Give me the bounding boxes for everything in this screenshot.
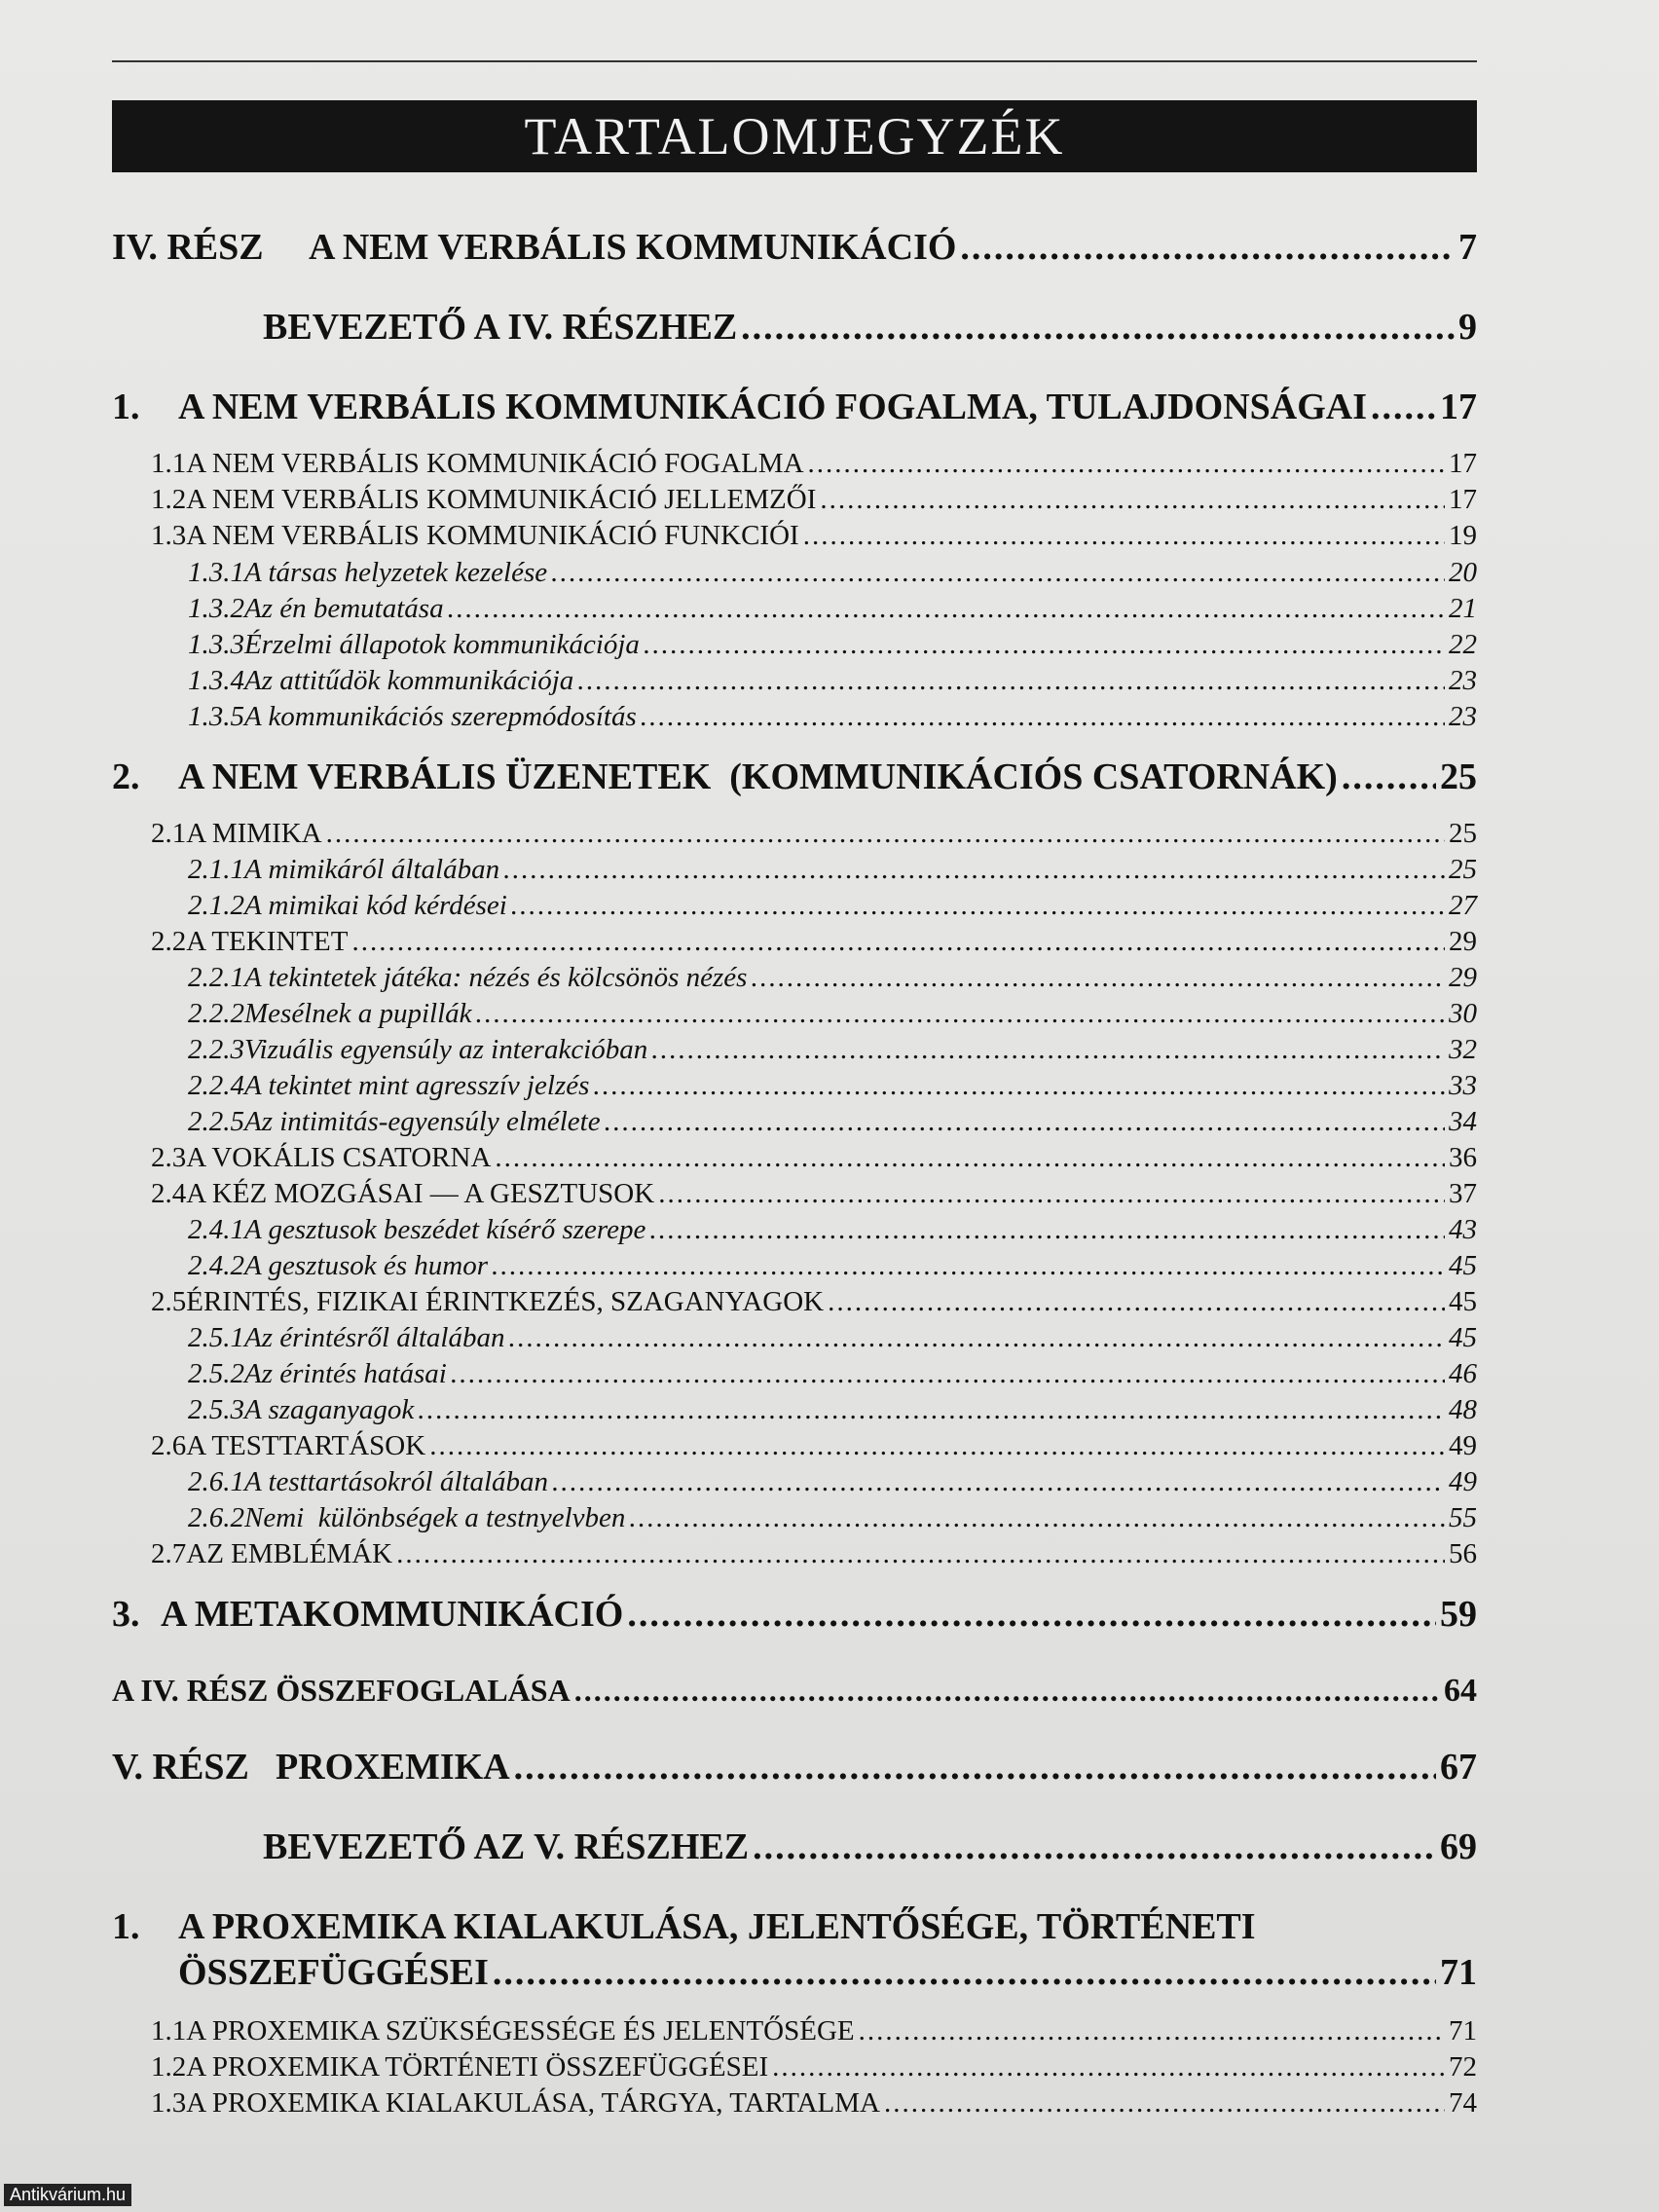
- entry-title: A társas helyzetek kezelése: [244, 557, 548, 588]
- entry-number: 2.4.1: [188, 1214, 244, 1245]
- entry-page: 45: [1449, 1322, 1477, 1353]
- toc-entry: [188, 557, 1477, 589]
- leader-dots: [772, 2051, 1445, 2083]
- toc-entry: [151, 520, 1477, 552]
- leader-dots: [1371, 386, 1436, 428]
- toc-entry: [188, 1358, 1477, 1390]
- entry-page: 20: [1449, 557, 1477, 588]
- leader-dots: [551, 557, 1445, 589]
- entry-title: A METAKOMMUNIKÁCIÓ: [161, 1594, 624, 1635]
- entry-page: 37: [1449, 1178, 1477, 1209]
- page-title: TARTALOMJEGYZÉK: [524, 107, 1065, 166]
- entry-number: 2.2.4: [188, 1070, 244, 1101]
- entry-page: 17: [1449, 484, 1477, 515]
- entry-page: 9: [1458, 307, 1477, 348]
- entry-title: A tekintet mint agresszív jelzés: [244, 1070, 590, 1101]
- entry-page: 25: [1449, 818, 1477, 849]
- entry-title: BEVEZETŐ A IV. RÉSZHEZ: [263, 307, 738, 348]
- toc-entry: [112, 756, 1477, 798]
- entry-page: 22: [1449, 629, 1477, 660]
- entry-page: 29: [1449, 962, 1477, 993]
- entry-number: 2.6.1: [188, 1466, 244, 1497]
- entry-page: 72: [1449, 2051, 1477, 2083]
- entry-title: A NEM VERBÁLIS KOMMUNIKÁCIÓ FOGALMA, TULAJDONSÁGAI: [178, 387, 1368, 427]
- toc-entry: [151, 484, 1477, 516]
- leader-dots: [495, 1142, 1445, 1174]
- toc-entry: [188, 1250, 1477, 1282]
- toc-entry: [188, 1394, 1477, 1426]
- toc-entry: [188, 854, 1477, 886]
- entry-number: 1.3.1: [188, 557, 244, 588]
- entry-number: 1.3.2: [188, 593, 244, 624]
- entry-title: A tekintetek játéka: nézés és kölcsönös nézés: [244, 962, 748, 993]
- entry-title: A kommunikációs szerepmódosítás: [244, 701, 637, 732]
- entry-page: 48: [1449, 1394, 1477, 1425]
- toc-entry: [188, 1502, 1477, 1534]
- leader-dots: [593, 1070, 1445, 1102]
- toc-entry: [112, 1746, 1477, 1788]
- entry-number: 2.1.2: [188, 890, 244, 921]
- leader-dots: [960, 226, 1455, 269]
- entry-number: 2.7: [151, 1538, 187, 1569]
- leader-dots: [803, 520, 1445, 552]
- entry-number: 3.: [112, 1594, 140, 1635]
- toc-entry: [151, 1178, 1477, 1210]
- entry-page: 46: [1449, 1358, 1477, 1389]
- entry-number: 2.6.2: [188, 1502, 244, 1533]
- toc-entry: [188, 629, 1477, 661]
- leader-dots: [508, 1322, 1445, 1354]
- toc-entry: [112, 1905, 1477, 1948]
- entry-title: A TESTTARTÁSOK: [186, 1430, 426, 1461]
- entry-page: 32: [1449, 1034, 1477, 1065]
- entry-title: Érzelmi állapotok kommunikációja: [244, 629, 640, 660]
- leader-dots: [751, 962, 1445, 994]
- entry-number: 2.5.2: [188, 1358, 244, 1389]
- toc-entry: [188, 701, 1477, 733]
- toc-entry: [188, 890, 1477, 922]
- toc-entry: [151, 1538, 1477, 1570]
- leader-dots: [627, 1593, 1436, 1636]
- leader-dots: [418, 1394, 1445, 1426]
- entry-title: A TEKINTET: [186, 926, 349, 957]
- toc-entry: [178, 1951, 1477, 1994]
- entry-page: 25: [1440, 756, 1477, 797]
- entry-page: 19: [1449, 520, 1477, 551]
- entry-number: 2.3: [151, 1142, 187, 1173]
- entry-title: A szaganyagok: [244, 1394, 415, 1425]
- leader-dots: [492, 1250, 1445, 1282]
- toc-entry: [151, 1430, 1477, 1462]
- toc-entry: [151, 2015, 1477, 2047]
- entry-title: Az intimitás-egyensúly elmélete: [244, 1106, 601, 1137]
- entry-title: BEVEZETŐ AZ V. RÉSZHEZ: [263, 1826, 750, 1867]
- entry-title: A VOKÁLIS CSATORNA: [186, 1142, 492, 1173]
- leader-dots: [552, 1466, 1445, 1498]
- entry-page: 67: [1440, 1747, 1477, 1788]
- entry-number: 2.1: [151, 818, 187, 849]
- entry-page: 56: [1449, 1538, 1477, 1569]
- entry-title: A NEM VERBÁLIS ÜZENETEK (KOMMUNIKÁCIÓS CSATORNÁK): [178, 756, 1338, 797]
- entry-title: A IV. RÉSZ ÖSSZEFOGLALÁSA: [112, 1673, 571, 1708]
- entry-page: 23: [1449, 665, 1477, 696]
- entry-page: 49: [1449, 1466, 1477, 1497]
- entry-page: 49: [1449, 1430, 1477, 1461]
- entry-number: V. RÉSZ: [112, 1747, 249, 1788]
- entry-title: A PROXEMIKA KIALAKULÁSA, TÁRGYA, TARTALMA: [186, 2087, 880, 2119]
- toc-entry: [263, 306, 1477, 349]
- entry-page: 17: [1449, 448, 1477, 479]
- entry-page: 23: [1449, 701, 1477, 732]
- entry-title: A PROXEMIKA TÖRTÉNETI ÖSSZEFÜGGÉSEI: [186, 2051, 769, 2083]
- entry-title: Az érintésről általában: [244, 1322, 505, 1353]
- leader-dots: [514, 1746, 1436, 1788]
- entry-title: A testtartásokról általában: [244, 1466, 549, 1497]
- toc-entry: [188, 1034, 1477, 1066]
- leader-dots: [493, 1951, 1436, 1994]
- toc-entry: [151, 2051, 1477, 2083]
- entry-number: 2.2.2: [188, 998, 244, 1029]
- entry-title: A mimikai kód kérdései: [244, 890, 507, 921]
- leader-dots: [1342, 756, 1436, 798]
- leader-dots: [808, 448, 1445, 480]
- entry-title: A mimikáról általában: [244, 854, 500, 885]
- entry-page: 71: [1449, 2015, 1477, 2046]
- leader-dots: [884, 2087, 1445, 2120]
- entry-page: 33: [1449, 1070, 1477, 1101]
- entry-number: 2.5.1: [188, 1322, 244, 1353]
- entry-page: 71: [1440, 1952, 1477, 1993]
- entry-page: 45: [1449, 1286, 1477, 1317]
- entry-number: 1.3: [151, 520, 187, 551]
- leader-dots: [658, 1178, 1445, 1210]
- entry-number: 2.2.5: [188, 1106, 244, 1137]
- entry-title: A PROXEMIKA SZÜKSÉGESSÉGE ÉS JELENTŐSÉGE: [186, 2015, 855, 2046]
- entry-number: 2.4.2: [188, 1250, 244, 1281]
- entry-number: 1.: [112, 1906, 140, 1947]
- leader-dots: [503, 854, 1445, 886]
- leader-dots: [451, 1358, 1445, 1390]
- entry-page: 64: [1444, 1673, 1477, 1709]
- entry-number: 2.: [112, 756, 140, 797]
- entry-number: 1.3.3: [188, 629, 244, 660]
- entry-title: A KÉZ MOZGÁSAI — A GESZTUSOK: [186, 1178, 655, 1209]
- leader-dots: [828, 1286, 1445, 1318]
- entry-page: 69: [1440, 1826, 1477, 1867]
- entry-number: 2.2.3: [188, 1034, 244, 1065]
- entry-page: 59: [1440, 1594, 1477, 1635]
- entry-page: 27: [1449, 890, 1477, 921]
- toc-entry: [188, 665, 1477, 697]
- leader-dots: [859, 2015, 1445, 2047]
- entry-title: A NEM VERBÁLIS KOMMUNIKÁCIÓ FOGALMA: [186, 448, 804, 479]
- leader-dots: [326, 818, 1445, 850]
- entry-page: 30: [1449, 998, 1477, 1029]
- leader-dots: [396, 1538, 1445, 1570]
- entry-number: 2.5: [151, 1286, 187, 1317]
- toc-entry: [188, 1106, 1477, 1138]
- entry-title: A NEM VERBÁLIS KOMMUNIKÁCIÓ: [309, 227, 957, 268]
- entry-title: A PROXEMIKA KIALAKULÁSA, JELENTŐSÉGE, TÖRTÉNETI: [178, 1906, 1256, 1947]
- entry-page: 7: [1458, 227, 1477, 268]
- entry-number: 1.2: [151, 484, 187, 515]
- entry-title: A NEM VERBÁLIS KOMMUNIKÁCIÓ FUNKCIÓI: [186, 520, 799, 551]
- entry-page: 36: [1449, 1142, 1477, 1173]
- entry-title: Az attitűdök kommunikációja: [244, 665, 574, 696]
- entry-number: 1.3.4: [188, 665, 244, 696]
- entry-number: 1.1: [151, 2015, 187, 2046]
- entry-title: A NEM VERBÁLIS KOMMUNIKÁCIÓ JELLEMZŐI: [186, 484, 817, 515]
- leader-dots: [641, 701, 1445, 733]
- toc-entry: [151, 818, 1477, 850]
- entry-number: 1.1: [151, 448, 187, 479]
- toc-entry: [151, 1286, 1477, 1318]
- toc-entry: [188, 962, 1477, 994]
- entry-number: 1.2: [151, 2051, 187, 2083]
- toc-entry: [188, 998, 1477, 1030]
- entry-page: 45: [1449, 1250, 1477, 1281]
- leader-dots: [605, 1106, 1445, 1138]
- entry-number: 2.2.1: [188, 962, 244, 993]
- entry-title: PROXEMIKA: [276, 1747, 510, 1788]
- entry-page: 21: [1449, 593, 1477, 624]
- entry-number: IV. RÉSZ: [112, 227, 264, 268]
- entry-number: 1.3.5: [188, 701, 244, 732]
- toc-entry: [151, 2087, 1477, 2120]
- leader-dots: [820, 484, 1445, 516]
- leader-dots: [649, 1214, 1445, 1246]
- entry-page: 74: [1449, 2087, 1477, 2119]
- toc-entry: [112, 226, 1477, 269]
- watermark: Antikvárium.hu: [4, 2184, 131, 2206]
- entry-title: Vizuális egyensúly az interakcióban: [244, 1034, 648, 1065]
- entry-title: Az érintés hatásai: [244, 1358, 447, 1389]
- toc-entry: [188, 593, 1477, 625]
- entry-title: A gesztusok és humor: [244, 1250, 488, 1281]
- entry-page: 25: [1449, 854, 1477, 885]
- leader-dots: [577, 665, 1445, 697]
- entry-title: A MIMIKA: [186, 818, 322, 849]
- leader-dots: [429, 1430, 1445, 1462]
- toc-entry: [112, 1673, 1477, 1710]
- entry-title: A gesztusok beszédet kísérő szerepe: [244, 1214, 646, 1245]
- toc-entry: [188, 1214, 1477, 1246]
- leader-dots: [476, 998, 1445, 1030]
- entry-number: 2.1.1: [188, 854, 244, 885]
- entry-title: Az én bemutatása: [244, 593, 444, 624]
- leader-dots: [351, 926, 1445, 958]
- entry-title: Nemi különbségek a testnyelvben: [244, 1502, 626, 1533]
- toc-entry: [151, 448, 1477, 480]
- leader-dots: [651, 1034, 1445, 1066]
- toc-entry: [188, 1070, 1477, 1102]
- entry-title: Mesélnek a pupillák: [244, 998, 472, 1029]
- leader-dots: [448, 593, 1445, 625]
- leader-dots: [741, 306, 1455, 349]
- entry-page: 43: [1449, 1214, 1477, 1245]
- toc-entry: [112, 1593, 1477, 1636]
- toc-entry: [151, 1142, 1477, 1174]
- toc-entry: [188, 1466, 1477, 1498]
- entry-page: 29: [1449, 926, 1477, 957]
- entry-number: 2.2: [151, 926, 187, 957]
- toc-entry: [263, 1825, 1477, 1868]
- leader-dots: [644, 629, 1445, 661]
- entry-title: ÉRINTÉS, FIZIKAI ÉRINTKEZÉS, SZAGANYAGOK: [186, 1286, 825, 1317]
- entry-title: ÖSSZEFÜGGÉSEI: [178, 1952, 489, 1993]
- entry-number: 2.4: [151, 1178, 187, 1209]
- leader-dots: [511, 890, 1445, 922]
- entry-title: AZ EMBLÉMÁK: [186, 1538, 393, 1569]
- toc-entry: [112, 386, 1477, 428]
- entry-page: 17: [1440, 387, 1477, 427]
- leader-dots: [753, 1825, 1436, 1868]
- entry-number: 1.3: [151, 2087, 187, 2119]
- leader-dots: [629, 1502, 1445, 1534]
- toc-entry: [151, 926, 1477, 958]
- entry-number: 2.6: [151, 1430, 187, 1461]
- entry-number: 1.: [112, 387, 140, 427]
- entry-page: 34: [1449, 1106, 1477, 1137]
- leader-dots: [574, 1673, 1440, 1709]
- entry-number: 2.5.3: [188, 1394, 244, 1425]
- toc-entry: [188, 1322, 1477, 1354]
- entry-page: 55: [1449, 1502, 1477, 1533]
